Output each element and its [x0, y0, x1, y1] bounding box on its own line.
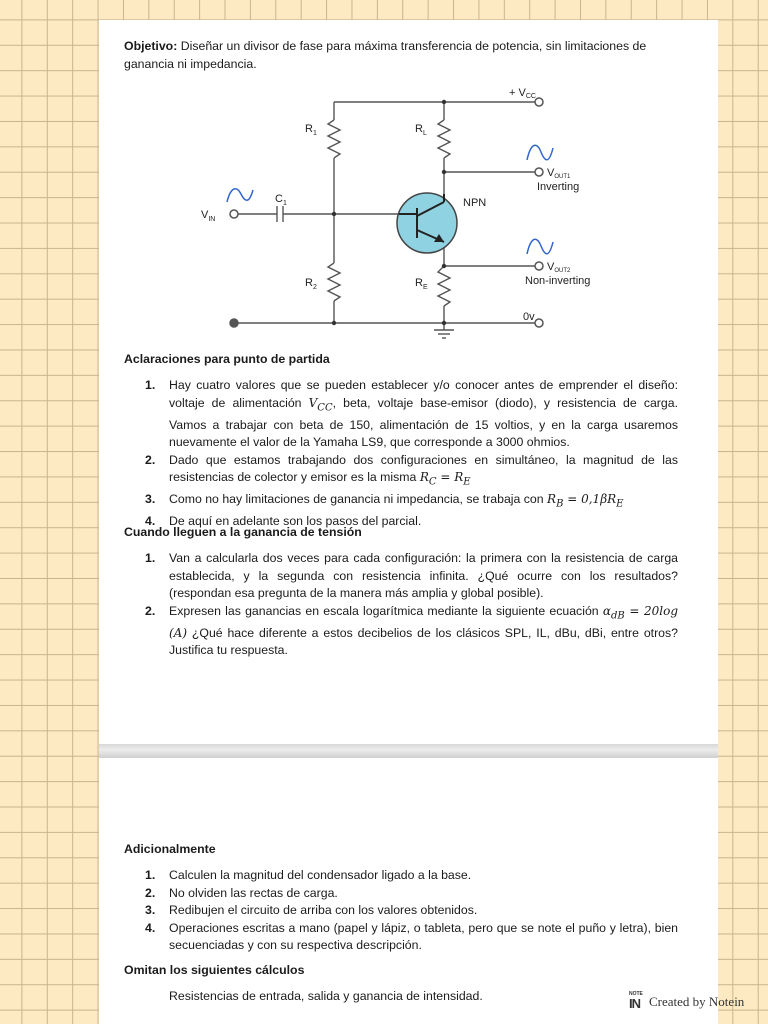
section3-heading: Adicionalmente	[124, 842, 216, 856]
vout2-label: VOUT2	[547, 261, 571, 274]
document-page-1	[99, 20, 718, 744]
vout2-desc: Non-inverting	[525, 275, 591, 287]
vout1-label: VOUT1	[547, 167, 571, 180]
list-item: 1. Van a calcularla dos veces para cada configuración: la primera con la resistencia de carga establecida, y la segunda con resistencia infinita. ¿Qué ocurre con los resultados? (respondan esa pregunta de la manera más amplia y global posible).	[145, 551, 678, 601]
ground-label: 0v	[523, 311, 535, 323]
page-separator	[99, 744, 718, 758]
vin-sine-icon	[227, 189, 253, 202]
notein-text: Created by Notein	[649, 994, 745, 1009]
list-item: 1. Hay cuatro valores que se pueden establecer y/o conocer antes de emprender el diseño: voltaje de alimentación $V_{CC}$, beta, voltaje base-emisor (diodo), y resistencia de carga. Vamos a trabajar con beta de 150, alimentación de 15 voltios, y en la carga usaremos nuevamente el valor de la Yamaha LS9, que corresponde a 3000 ohmios.	[145, 378, 678, 450]
section2-list	[145, 550, 678, 660]
list-item: 3. Redibujen el circuito de arriba con los valores obtenidos.	[145, 903, 478, 918]
section4-heading: Omitan los siguientes cálculos	[124, 963, 305, 977]
list-item: 4. De aquí en adelante son los pasos del parcial.	[145, 514, 422, 529]
notein-watermark	[629, 991, 745, 1011]
vin-label: $V_{IN}$	[201, 209, 216, 223]
vout2-sine-icon	[527, 239, 553, 254]
vcc-label: + VCC	[509, 87, 536, 100]
list-item: 2. Dado que estamos trabajando dos configuraciones en simultáneo, la magnitud de las resistencias de colector y emisor es la misma $R_C = R_E$	[145, 452, 678, 488]
objective-label: Objetivo:	[124, 39, 178, 53]
c1-label: $C_1$	[275, 193, 287, 207]
r2-label: $R_2$	[305, 277, 317, 291]
phase-splitter-circuit	[189, 82, 591, 362]
section2-heading: Cuando lleguen a la ganancia de tensión	[124, 525, 362, 539]
vout1-desc: Inverting	[537, 181, 580, 193]
npn-label: NPN	[463, 197, 487, 209]
list-item: 1. Calculen la magnitud del condensador ligado a la base.	[145, 868, 472, 882]
document-page-2	[99, 758, 718, 1024]
notein-logo-icon: NOTE IN	[629, 991, 643, 1011]
list-item: 4. Operaciones escritas a mano (papel y lápiz, o tableta, pero que se note el puño y letra), bien secuenciadas y con su respectiva descripción.	[145, 920, 678, 953]
npn-transistor-icon	[397, 193, 457, 253]
list-item: 2. No olviden las rectas de carga.	[145, 885, 338, 900]
section4-text: Resistencias de entrada, salida y ganancia de intensidad.	[169, 989, 483, 1003]
section3-list	[145, 867, 678, 955]
vout1-sine-icon	[527, 145, 553, 160]
r1-label: $R_1$	[305, 123, 317, 137]
rl-label: $R_L$	[415, 123, 427, 137]
list-item: 3. Como no hay limitaciones de ganancia ni impedancia, se trabaja con $R_B = 0,1\beta R_E$	[145, 492, 624, 510]
objective-text: Diseñar un divisor de fase para máxima transferencia de potencia, sin limitaciones de ganancia ni impedancia.	[124, 39, 647, 71]
list-item: 2. Expresen las ganancias en escala logarítmica mediante la siguiente ecuación $\alpha_{dB} = 20\log$ (A) ¿Qué hace diferente a estos decibelios de los clásicos SPL, IL, dBu, dBi, entre otros? Justifica tu respuesta.	[145, 603, 678, 658]
section1-heading: Aclaraciones para punto de partida	[124, 352, 330, 366]
section1-list	[145, 377, 678, 531]
objective-paragraph	[124, 38, 678, 73]
re-label: $R_E$	[415, 277, 428, 291]
